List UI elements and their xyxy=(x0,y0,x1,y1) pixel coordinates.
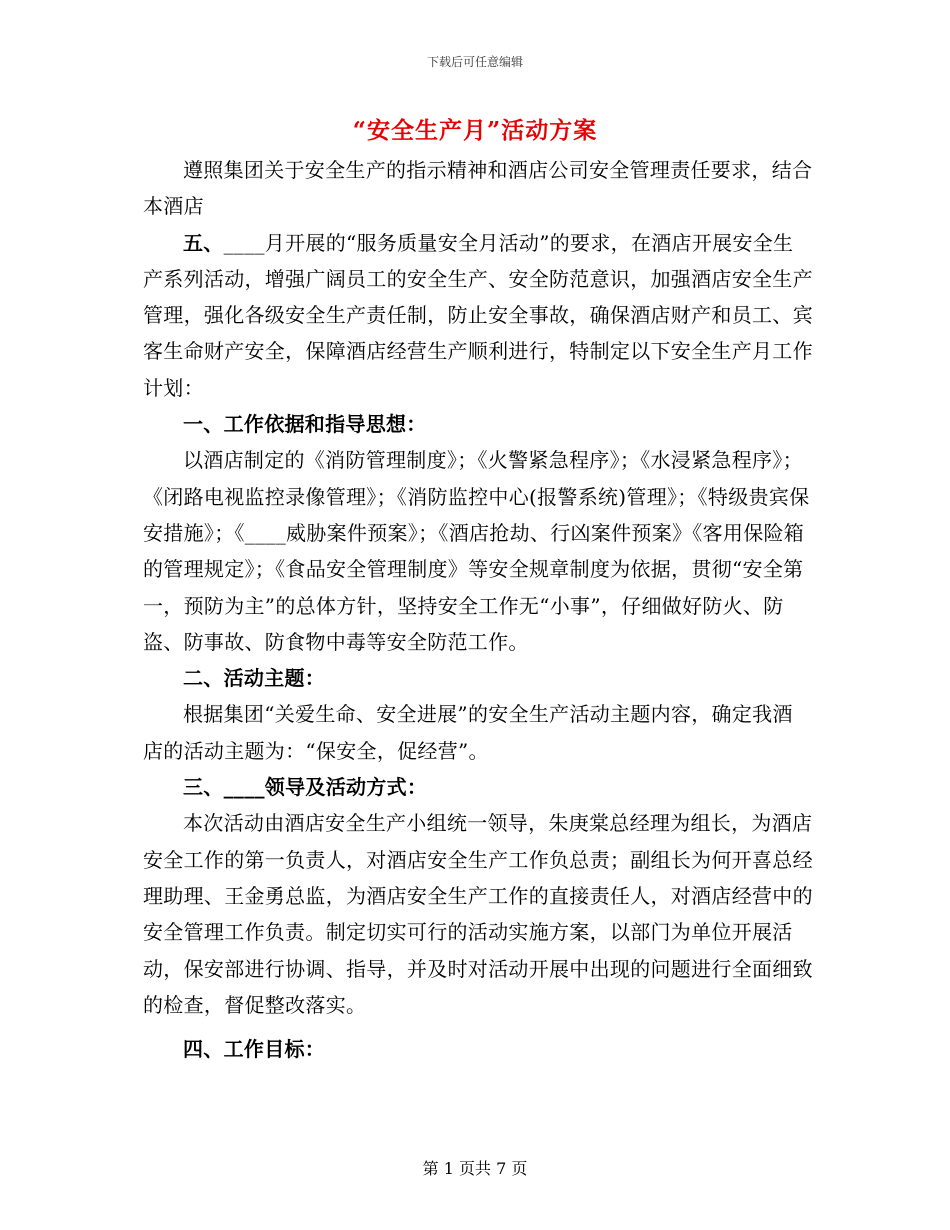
document-title: “安全生产月”活动方案 xyxy=(352,117,598,144)
section-heading-theme: 二、活动主题： xyxy=(183,666,326,691)
document-body xyxy=(143,152,813,1067)
purpose-lead: 五、 xyxy=(183,230,224,255)
section-heading-leadership: 三、____领导及活动方式： xyxy=(183,775,428,800)
section-body-basis: 以酒店制定的《消防管理制度》；《火警紧急程序》；《水浸紧急程序》；《闭路电视监控录像管理》；《消防监控中心(报警系统)管理》；《特级贵宾保安措施》；《____威胁案件预案》；《酒店抢劫、行凶案件预案》《客用保险箱的管理规定》；《食品安全管理制度》等安全规章制度为依据，贯彻“安全第一，预防为主”的总体方针，坚持安全工作无“小事”，仔细做好防火、防盗、防事故、防食物中毒等安全防范工作。 xyxy=(143,448,810,654)
intro-paragraph: 遵照集团关于安全生产的指示精神和酒店公司安全管理责任要求，结合本酒店 xyxy=(143,158,813,219)
page-header-note: 下载后可任意编辑 xyxy=(426,55,523,69)
section-heading-goals: 四、工作目标： xyxy=(183,1037,326,1062)
page-number: 第 1 页共 7 页 xyxy=(422,1159,528,1178)
purpose-text: ____月开展的“服务质量安全月活动”的要求，在酒店开展安全生产系列活动，增强广阔员工的安全生产、安全防范意识，加强酒店安全生产管理，强化各级安全生产责任制，防止安全事故，确保酒店财产和员工、宾客生命财产安全，保障酒店经营生产顺利进行，特制定以下安全生产月工作计划： xyxy=(143,230,813,400)
purpose-paragraph xyxy=(143,225,813,406)
section-body-leadership: 本次活动由酒店安全生产小组统一领导，朱庚棠总经理为组长，为酒店安全工作的第一负责人，对酒店安全生产工作负总责；副组长为何开喜总经理助理、王金勇总监，为酒店安全生产工作的直接责任人，对酒店经营中的安全管理工作负责。制定切实可行的活动实施方案，以部门为单位开展活动，保安部进行协调、指导，并及时对活动开展中出现的问题进行全面细致的检查，督促整改落实。 xyxy=(143,811,813,1017)
section-body-theme: 根据集团“关爱生命、安全进展”的安全生产活动主题内容，确定我酒店的活动主题为：“保安全，促经营”。 xyxy=(143,702,793,763)
section-heading-basis: 一、工作依据和指导思想： xyxy=(183,412,427,437)
